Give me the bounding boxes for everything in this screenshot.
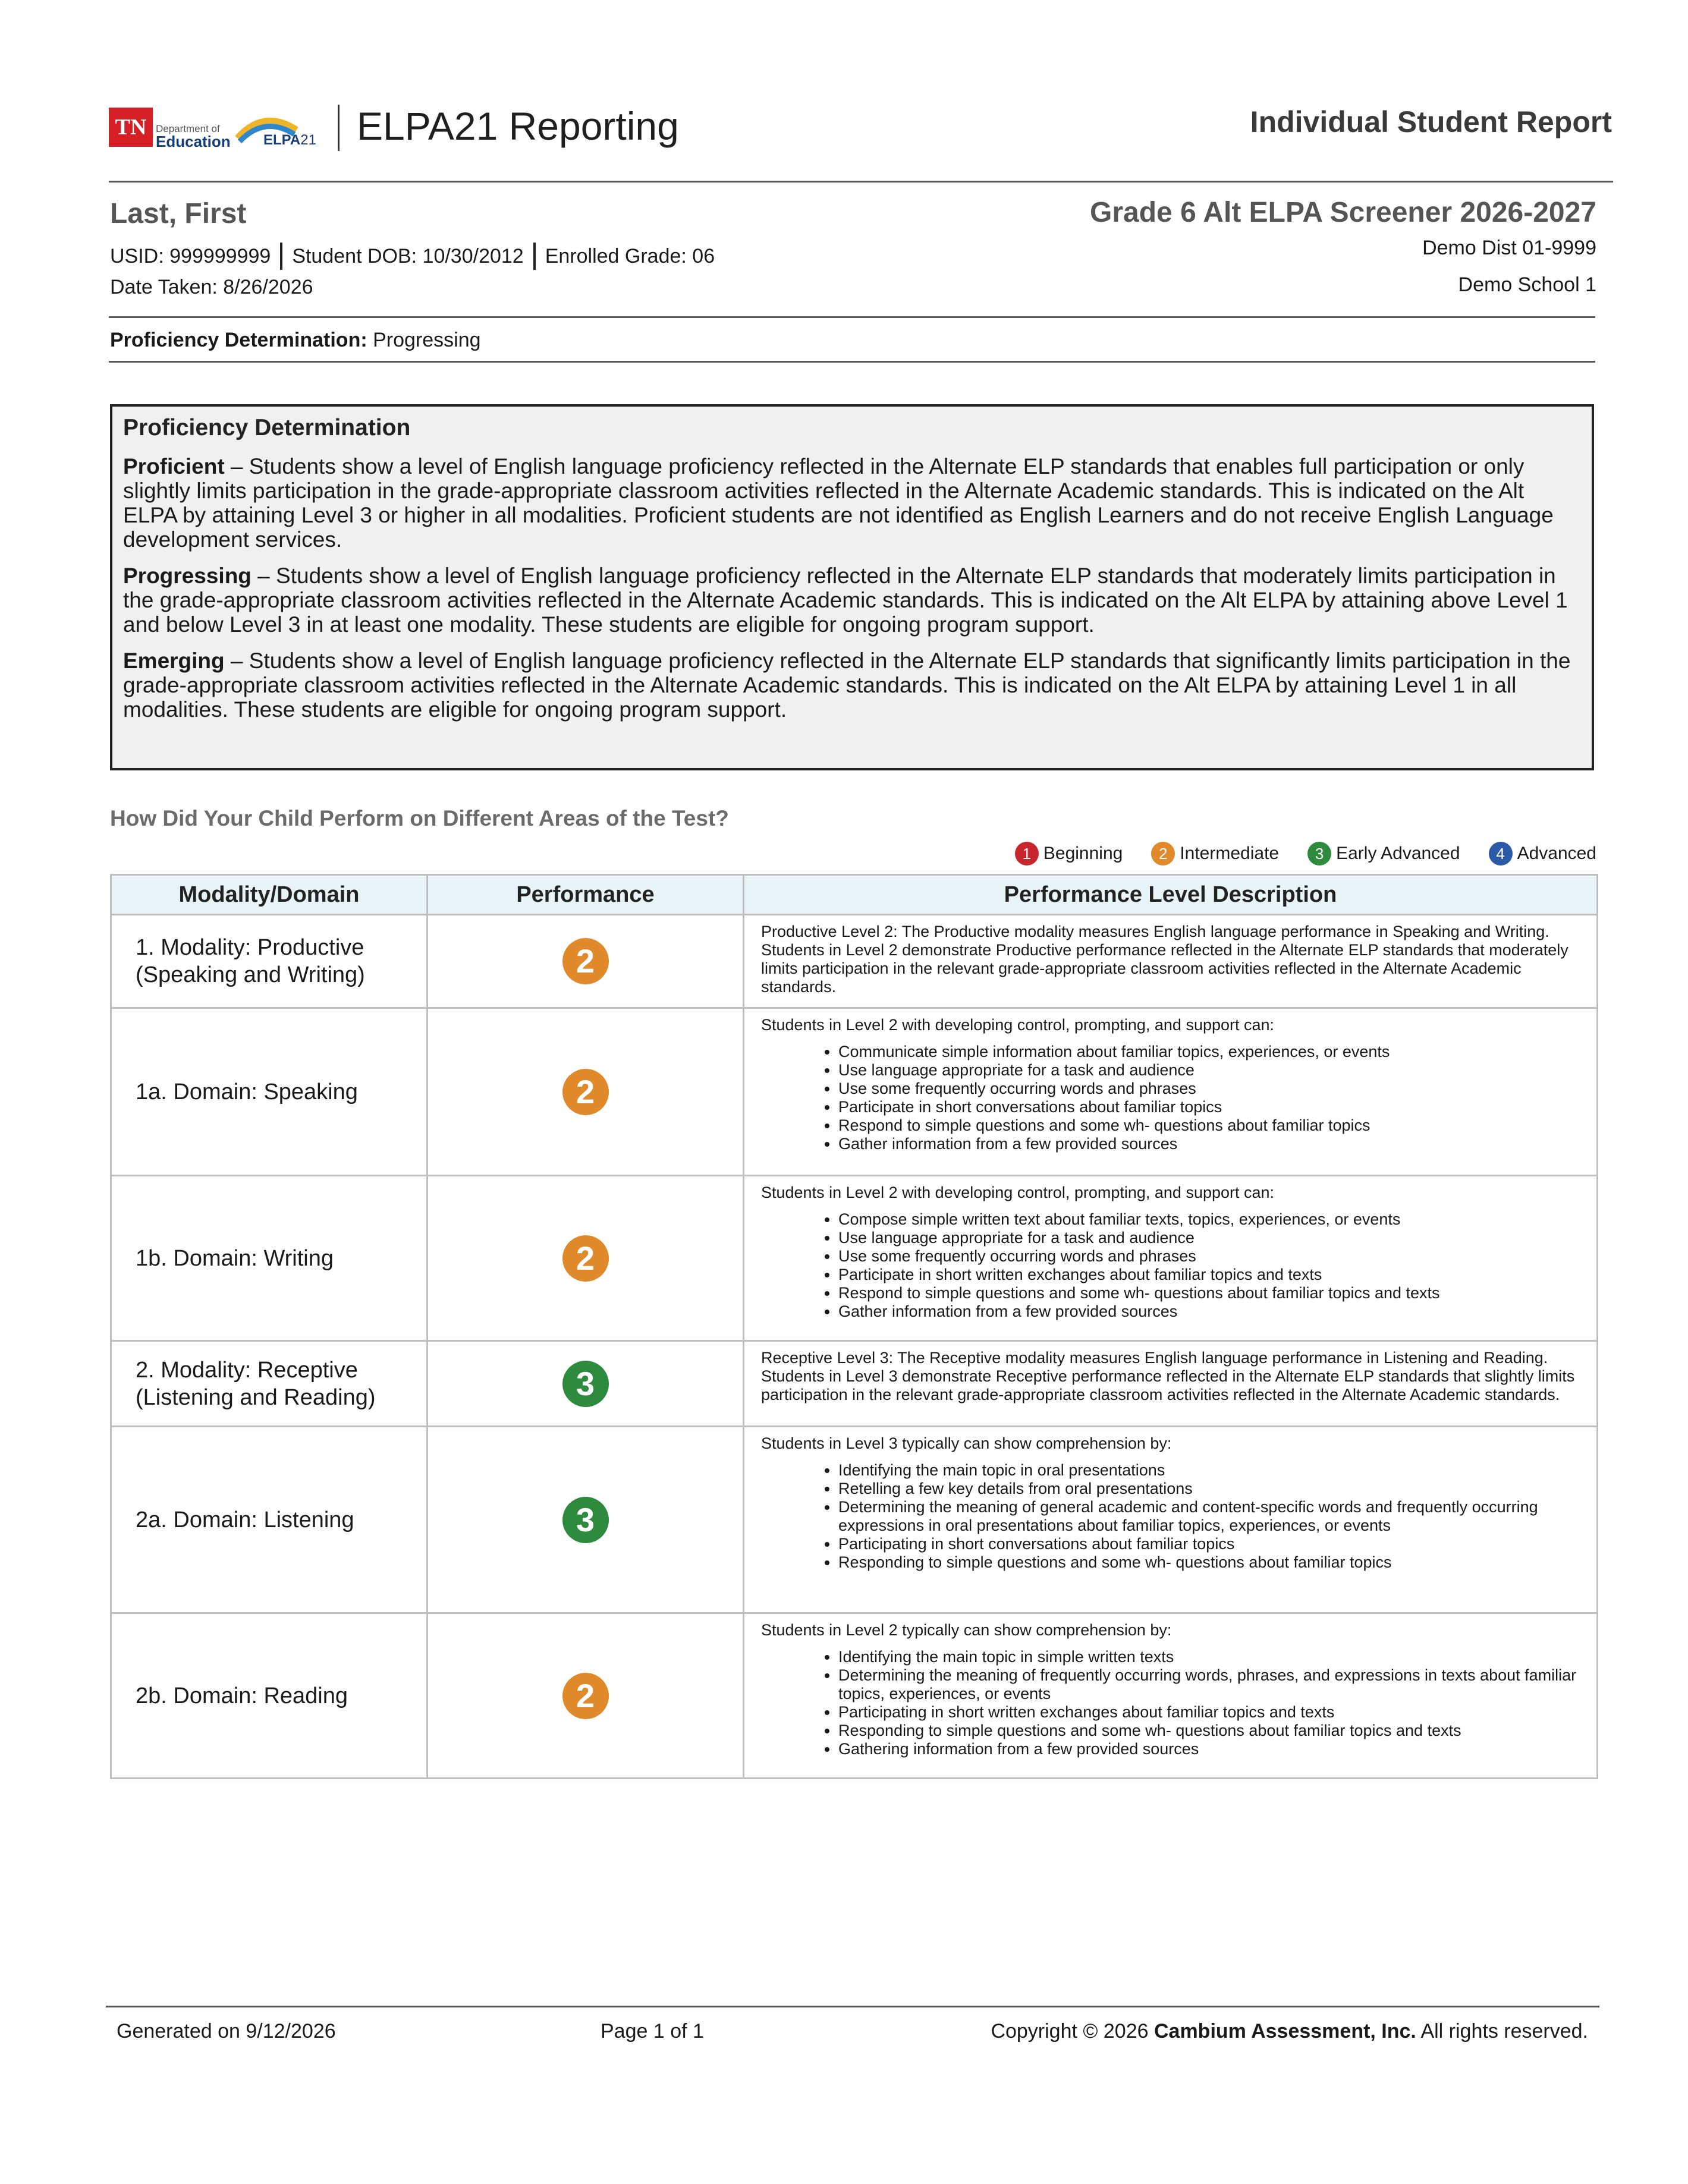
proficiency-value: Progressing	[373, 329, 481, 351]
column-header-modality: Modality/Domain	[111, 875, 427, 915]
description-list-item: • Responding to simple questions and some wh- questions about familiar topics and texts	[838, 1722, 1582, 1740]
legend-label: Intermediate	[1180, 844, 1280, 863]
footer-divider	[106, 2006, 1599, 2007]
definition-text: – Students show a level of English language proficiency reflected in the Alternate ELP standards that enables full participation or only slightly limits participation in the grade-appropriate classroom activities reflected in the Alternate Academic standards. This is indicated on the Alt ELPA by attaining Level 3 or higher in all modalities. Proficient students are not identified as English Learners and do not receive English Language development services.	[123, 454, 1554, 552]
description-list-item: • Retelling a few key details from oral presentations	[838, 1480, 1582, 1498]
page-number: Page 1 of 1	[601, 2020, 704, 2043]
table-row	[111, 1613, 1598, 1779]
info-divider	[109, 316, 1595, 318]
header-divider	[109, 181, 1613, 182]
table-row	[111, 915, 1598, 1008]
description-list-item: • Identifying the main topic in simple written texts	[838, 1648, 1582, 1666]
performance-level-badge: 2	[562, 1235, 609, 1282]
table-row	[111, 1008, 1598, 1176]
description-list-item: • Respond to simple questions and some wh- questions about familiar topics	[838, 1116, 1582, 1135]
proficiency-definitions-box	[110, 404, 1594, 770]
performance-table	[110, 874, 1598, 1779]
column-header-performance: Performance	[427, 875, 744, 915]
description-intro: Students in Level 3 typically can show comprehension by:	[761, 1434, 1172, 1452]
column-header-description: Performance Level Description	[744, 875, 1598, 915]
performance-cell	[427, 1613, 744, 1779]
legend-item-early-advanced	[1307, 842, 1460, 866]
description-list-item: • Use some frequently occurring words and phrases	[838, 1247, 1582, 1266]
description-list-item: • Determining the meaning of frequently occurring words, phrases, and expressions in texts about familiar topics, experiences, or events	[838, 1666, 1582, 1703]
description-list-item: • Use some frequently occurring words and phrases	[838, 1080, 1582, 1098]
modality-name: 2. Modality: Receptive (Listening and Reading)	[111, 1341, 427, 1427]
legend-label: Early Advanced	[1336, 844, 1460, 863]
description-list-item: • Participate in short conversations about familiar topics	[838, 1098, 1582, 1116]
performance-description	[744, 1341, 1598, 1427]
description-list-item: • Gather information from a few provided sources	[838, 1135, 1582, 1153]
performance-level-badge: 3	[562, 1361, 609, 1407]
proficiency-label: Proficiency Determination:	[110, 329, 367, 351]
performance-description	[744, 1008, 1598, 1176]
definition-text: – Students show a level of English language proficiency reflected in the Alternate ELP standards that significantly limits participation in the grade-appropriate classroom activities reflected in the Alternate Academic standards. This is indicated on the Alt ELPA by attaining Level 1 in all modalities. These students are eligible for ongoing program support.	[123, 649, 1571, 722]
performance-cell	[427, 1008, 744, 1176]
modality-name: 1b. Domain: Writing	[111, 1176, 427, 1341]
copyright-pre: Copyright © 2026	[991, 2020, 1154, 2043]
info-separator	[533, 243, 536, 270]
description-list-item: • Participating in short written exchanges about familiar topics and texts	[838, 1703, 1582, 1722]
table-row	[111, 1341, 1598, 1427]
legend-item-advanced	[1489, 842, 1596, 866]
table-header-row	[111, 875, 1598, 915]
performance-cell	[427, 1341, 744, 1427]
app-title: ELPA21 Reporting	[357, 104, 679, 148]
definition-proficient	[123, 454, 1581, 552]
legend-label: Advanced	[1517, 844, 1596, 863]
description-list-item: • Compose simple written text about familiar texts, topics, experiences, or events	[838, 1210, 1582, 1229]
section-heading: How Did Your Child Perform on Different Areas of the Test?	[110, 806, 729, 830]
usid: USID: 999999999	[110, 244, 271, 268]
definition-progressing	[123, 564, 1581, 637]
definitions-title: Proficiency Determination	[123, 415, 411, 440]
description-list-item: • Identifying the main topic in oral presentations	[838, 1461, 1582, 1480]
proficiency-determination	[110, 329, 481, 352]
tn-logo: TN	[109, 108, 153, 147]
definition-text: – Students show a level of English language proficiency reflected in the Alternate ELP standards that moderately limits participation in the grade-appropriate classroom activities reflected in the Alternate Academic standards. This is indicated on the Alt ELPA by attaining above Level 1 and below Level 3 in at least one modality. These students are eligible for ongoing program support.	[123, 564, 1568, 637]
performance-level-badge: 2	[562, 1673, 609, 1719]
description-intro: Students in Level 2 with developing control, prompting, and support can:	[761, 1016, 1275, 1034]
description-list	[761, 1210, 1582, 1321]
performance-level-badge: 2	[562, 938, 609, 984]
description-list	[761, 1043, 1582, 1153]
enrolled-grade: Enrolled Grade: 06	[545, 244, 715, 268]
test-name: Grade 6 Alt ELPA Screener 2026-2027	[1090, 197, 1596, 228]
performance-level-badge: 3	[562, 1497, 609, 1543]
description-list-item: • Gather information from a few provided sources	[838, 1302, 1582, 1321]
proficiency-divider	[109, 361, 1595, 363]
performance-cell	[427, 1176, 744, 1341]
table-row	[111, 1176, 1598, 1341]
district: Demo Dist 01-9999	[1422, 237, 1596, 259]
legend-badge: 2	[1151, 842, 1175, 866]
legend-item-beginning	[1015, 842, 1123, 866]
performance-cell	[427, 1427, 744, 1613]
definition-emerging	[123, 649, 1581, 722]
copyright-post: All rights reserved.	[1416, 2020, 1588, 2043]
description-list-item: • Participate in short written exchanges about familiar topics and texts	[838, 1266, 1582, 1284]
legend-badge: 4	[1489, 842, 1513, 866]
description-list-item: • Responding to simple questions and some wh- questions about familiar topics	[838, 1553, 1582, 1572]
definition-term: Progressing	[123, 564, 252, 588]
legend-item-intermediate	[1151, 842, 1279, 866]
performance-legend	[986, 842, 1596, 866]
description-list-item: • Use language appropriate for a task and audience	[838, 1229, 1582, 1247]
modality-name: 2b. Domain: Reading	[111, 1613, 427, 1779]
description-list-item: • Participating in short conversations about familiar topics	[838, 1535, 1582, 1553]
student-info-row	[110, 243, 715, 270]
modality-name: 2a. Domain: Listening	[111, 1427, 427, 1613]
definition-term: Proficient	[123, 454, 225, 479]
description-intro: Receptive Level 3: The Receptive modality measures English language performance in Listening and Reading. Students in Level 3 demonstrate Receptive performance reflected in the Alternate ELP standards that slightly limits participation in the relevant grade-appropriate classroom activities reflected in the Alternate Academic standards.	[761, 1349, 1575, 1403]
description-list	[761, 1461, 1582, 1572]
logo-doe-small: Department of	[156, 123, 220, 134]
copyright-company: Cambium Assessment, Inc.	[1153, 2020, 1416, 2043]
student-dob: Student DOB: 10/30/2012	[292, 244, 524, 268]
copyright	[991, 2020, 1588, 2043]
definition-term: Emerging	[123, 649, 225, 673]
date-taken: Date Taken: 8/26/2026	[110, 276, 313, 298]
performance-description	[744, 1613, 1598, 1779]
description-intro: Productive Level 2: The Productive modality measures English language performance in Speaking and Writing. Students in Level 2 demonstrate Productive performance reflected in the Alternate ELP standards that moderately limits participation in the relevant grade-appropriate classroom activities reflected in the Alternate Academic standards.	[761, 923, 1568, 996]
legend-badge: 3	[1307, 842, 1331, 866]
department-of-education-logo	[156, 124, 233, 149]
description-list-item: • Determining the meaning of general academic and content-specific words and frequently occurring expressions in oral presentations about familiar topics, experiences, or events	[838, 1498, 1582, 1535]
performance-level-badge: 2	[562, 1069, 609, 1115]
description-intro: Students in Level 2 with developing control, prompting, and support can:	[761, 1184, 1275, 1201]
school: Demo School 1	[1458, 273, 1596, 296]
report-type-title: Individual Student Report	[1250, 105, 1612, 139]
performance-description	[744, 915, 1598, 1008]
description-list-item: • Respond to simple questions and some wh- questions about familiar topics and texts	[838, 1284, 1582, 1302]
table-row	[111, 1427, 1598, 1613]
description-list	[761, 1648, 1582, 1758]
description-list-item: • Gathering information from a few provided sources	[838, 1740, 1582, 1758]
info-separator	[280, 243, 282, 270]
description-list-item: • Communicate simple information about familiar topics, experiences, or events	[838, 1043, 1582, 1061]
modality-name: 1a. Domain: Speaking	[111, 1008, 427, 1176]
description-intro: Students in Level 2 typically can show comprehension by:	[761, 1621, 1172, 1639]
description-list-item: • Use language appropriate for a task and audience	[838, 1061, 1582, 1080]
header-separator	[338, 105, 340, 151]
legend-badge: 1	[1015, 842, 1039, 866]
elpa21-logo-text: ELPA	[263, 132, 301, 148]
elpa21-logo	[235, 112, 318, 150]
performance-description	[744, 1427, 1598, 1613]
logo-doe-big: Education	[156, 133, 231, 150]
performance-description	[744, 1176, 1598, 1341]
legend-label: Beginning	[1043, 844, 1123, 863]
elpa21-logo-num: 21	[300, 132, 316, 148]
student-name: Last, First	[110, 198, 247, 229]
performance-cell	[427, 915, 744, 1008]
modality-name: 1. Modality: Productive (Speaking and Writing)	[111, 915, 427, 1008]
generated-date: Generated on 9/12/2026	[117, 2020, 336, 2043]
